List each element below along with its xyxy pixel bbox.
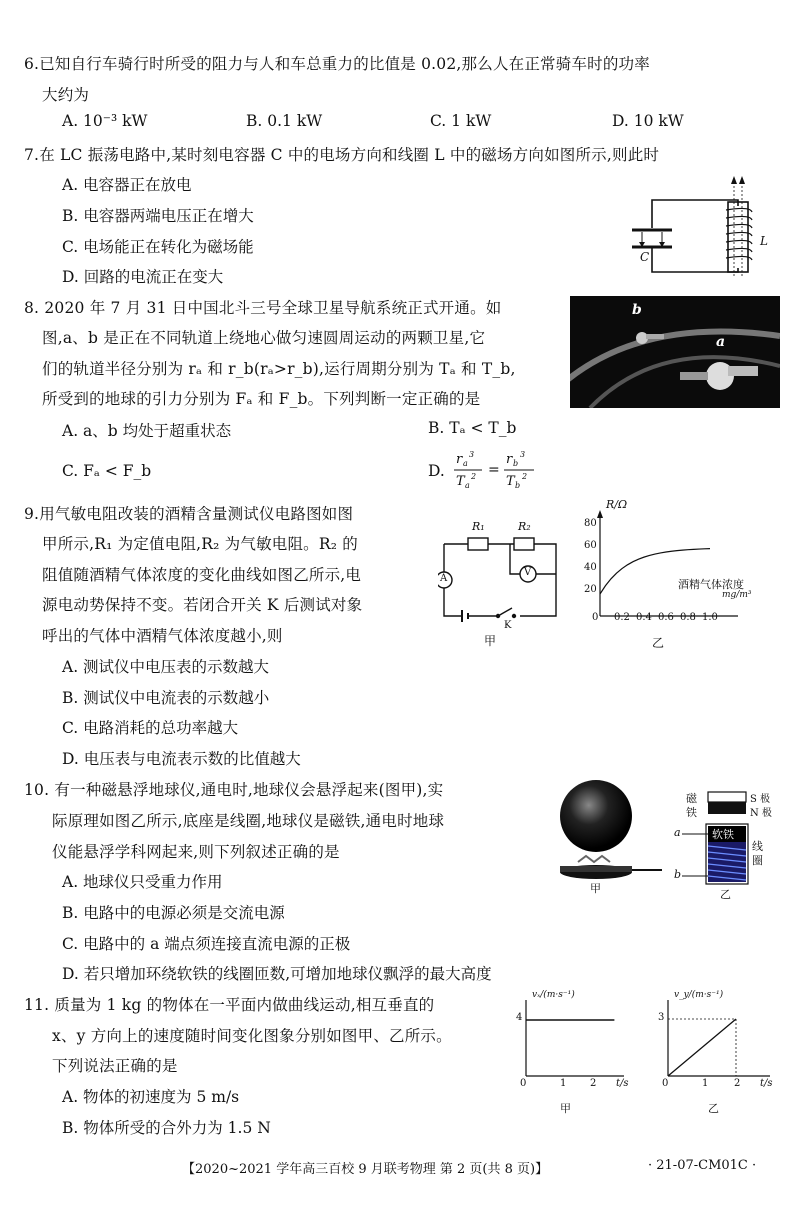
- inductor-label: L: [760, 234, 768, 248]
- q6-option-c: C. 1 kW: [430, 112, 492, 130]
- q6-option-b: B. 0.1 kW: [246, 112, 323, 130]
- vx-ytick-4: 4: [516, 1012, 523, 1023]
- vy-xtick-0: 0: [662, 1078, 669, 1089]
- vy-x-label: t/s: [760, 1078, 773, 1089]
- vy-line: [668, 1019, 736, 1076]
- ytick-60: 60: [584, 540, 597, 551]
- q8-stem-line3: 们的轨道半径分别为 rₐ 和 r_b(rₐ>r_b),运行周期分别为 Tₐ 和 T_b,: [42, 360, 516, 378]
- q8-stem-line4: 所受到的地球的引力分别为 Fₐ 和 F_b。下列判断一定正确的是: [42, 390, 481, 408]
- r2-label: R₂: [518, 520, 531, 533]
- q9-stem-line1: 9.用气敏电阻改装的酒精含量测试仪电路图如图: [24, 505, 354, 523]
- q7-option-b: B. 电容器两端电压正在增大: [62, 207, 254, 225]
- vx-x-label: t/s: [616, 1078, 629, 1089]
- q8-option-d: D.: [428, 462, 445, 480]
- vx-graph-caption: 甲: [560, 1102, 571, 1115]
- vx-xtick-0: 0: [520, 1078, 527, 1089]
- q6-option-a: A. 10⁻³ kW: [62, 112, 148, 130]
- q8-stem-line2: 图,a、b 是正在不同轨道上绕地心做匀速圆周运动的两颗卫星,它: [42, 329, 486, 347]
- globe-caption: 甲: [590, 882, 601, 895]
- q8-option-b: B. Tₐ < T_b: [428, 419, 517, 437]
- svg-text:b: b: [515, 481, 521, 490]
- satellite-orbit-photo: [570, 296, 780, 408]
- lc-circuit-figure: [618, 172, 778, 288]
- q8-option-c: C. Fₐ < F_b: [62, 462, 152, 480]
- vx-time-graph: [512, 990, 632, 1118]
- graph-y-label: R/Ω: [606, 498, 628, 511]
- xtick-0-6: 0.6: [658, 612, 674, 623]
- q6-stem-line2: 大约为: [42, 86, 90, 104]
- q10-stem-line2: 际原理如图乙所示,底座是线圈,地球仪是磁铁,通电时地球: [52, 812, 445, 830]
- q9-stem-line2: 甲所示,R₁ 为定值电阻,R₂ 为气敏电阻。R₂ 的: [42, 535, 358, 553]
- vy-time-graph: [654, 990, 778, 1118]
- terminal-b-label: b: [674, 868, 682, 881]
- vy-graph-caption: 乙: [708, 1102, 719, 1115]
- page-code: · 21-07-CM01C ·: [648, 1158, 757, 1173]
- q10-option-a: A. 地球仪只受重力作用: [62, 873, 223, 891]
- svg-text:a: a: [463, 459, 468, 468]
- alcohol-tester-circuit: [438, 520, 568, 648]
- vy-axis-label: v_y/(m·s⁻¹): [674, 990, 724, 1000]
- q6-option-d: D. 10 kW: [612, 112, 684, 130]
- xtick-0-2: 0.2: [614, 612, 630, 623]
- soft-iron-label: 软铁: [712, 828, 734, 841]
- n-pole-label: N 极: [750, 808, 772, 819]
- svg-text:2: 2: [471, 472, 477, 481]
- resistance-curve-svg: [578, 500, 778, 630]
- q8-option-d-formula: [452, 448, 562, 492]
- q11-option-a: A. 物体的初速度为 5 m/s: [62, 1088, 240, 1106]
- figure-jia-caption: 甲: [484, 634, 497, 648]
- q7-option-d: D. 回路的电流正在变大: [62, 268, 224, 286]
- vy-xtick-1: 1: [702, 1078, 709, 1089]
- r1-label: R₁: [472, 520, 485, 533]
- q11-option-b: B. 物体所受的合外力为 1.5 N: [62, 1119, 271, 1137]
- q8-option-a: A. a、b 均处于超重状态: [62, 422, 232, 440]
- q11-stem-line3: 下列说法正确的是: [52, 1057, 178, 1075]
- figure-yi-caption: 乙: [652, 636, 665, 650]
- switch-k-label: K: [504, 620, 512, 631]
- xtick-0: 0: [592, 612, 599, 623]
- vy-xtick-2: 2: [734, 1078, 741, 1089]
- q11-stem-line2: x、y 方向上的速度随时间变化图象分别如图甲、乙所示。: [52, 1027, 452, 1045]
- svg-text:r: r: [506, 452, 513, 467]
- svg-text:a: a: [465, 481, 470, 490]
- magnet-label-1: 磁: [686, 792, 697, 805]
- q9-option-d: D. 电压表与电流表示数的比值越大: [62, 750, 301, 768]
- svg-text:=: =: [488, 462, 500, 478]
- terminal-a-label: a: [674, 826, 681, 839]
- coil-label-2: 圈: [752, 854, 763, 867]
- ytick-20: 20: [584, 584, 597, 595]
- svg-text:T: T: [456, 474, 465, 489]
- q10-stem-line1: 10. 有一种磁悬浮地球仪,通电时,地球仪会悬浮起来(图甲),实: [24, 781, 444, 799]
- q10-option-d: D. 若只增加环绕软铁的线圈匝数,可增加地球仪飘浮的最大高度: [62, 965, 492, 983]
- vx-graph-svg: [512, 990, 632, 1094]
- q9-stem-line5: 呼出的气体中酒精气体浓度越小,则: [42, 627, 283, 645]
- magnet-label-2: 铁: [686, 806, 697, 819]
- s-pole-label: S 极: [750, 794, 771, 805]
- q10-option-b: B. 电路中的电源必须是交流电源: [62, 904, 285, 922]
- xtick-1-0: 1.0: [702, 612, 718, 623]
- q7-option-c: C. 电场能正在转化为磁场能: [62, 238, 254, 256]
- q10-stem-line3: 仪能悬浮学科网起来,则下列叙述正确的是: [52, 843, 340, 861]
- q6-stem-line1: 6.已知自行车骑行时所受的阻力与人和车总重力的比值是 0.02,那么人在正常骑车时的功率: [24, 55, 650, 73]
- vy-ytick-3: 3: [658, 1012, 665, 1023]
- satellite-a-label: a: [716, 334, 726, 350]
- capacitor-label: C: [640, 250, 650, 264]
- q7-option-a: A. 电容器正在放电: [62, 176, 192, 194]
- svg-text:T: T: [506, 474, 515, 489]
- svg-text:3: 3: [469, 450, 475, 459]
- vx-xtick-1: 1: [560, 1078, 567, 1089]
- ytick-80: 80: [584, 518, 597, 529]
- q10-option-c: C. 电路中的 a 端点须连接直流电源的正极: [62, 935, 351, 953]
- q9-stem-line4: 源电动势保持不变。若闭合开关 K 后测试对象: [42, 596, 363, 614]
- ammeter-label: A: [440, 573, 448, 584]
- y-axis-arrow: [597, 510, 603, 518]
- svg-text:3: 3: [520, 450, 526, 459]
- q9-option-b: B. 测试仪中电流表的示数越小: [62, 689, 270, 707]
- svg-text:2: 2: [522, 472, 528, 481]
- voltmeter-label: V: [524, 567, 532, 578]
- q9-option-c: C. 电路消耗的总功率越大: [62, 719, 239, 737]
- page-footer: 【2020~2021 学年高三百校 9 月联考物理 第 2 页(共 8 页)】: [182, 1162, 549, 1177]
- graph-x-label: 酒精气体浓度: [678, 578, 744, 591]
- xtick-0-4: 0.4: [636, 612, 652, 623]
- coil-label-1: 线: [752, 840, 763, 853]
- resistance-concentration-graph: [578, 500, 778, 660]
- q11-stem-line1: 11. 质量为 1 kg 的物体在一平面内做曲线运动,相互垂直的: [24, 996, 435, 1014]
- q9-stem-line3: 阻值随酒精气体浓度的变化曲线如图乙所示,电: [42, 566, 362, 584]
- vx-axis-label: vₓ/(m·s⁻¹): [532, 990, 575, 1000]
- graph-x-unit: mg/m³: [722, 590, 752, 600]
- svg-text:b: b: [513, 459, 519, 468]
- q9-option-a: A. 测试仪中电压表的示数越大: [62, 658, 270, 676]
- q7-stem: 7.在 LC 振荡电路中,某时刻电容器 C 中的电场方向和线圈 L 中的磁场方向如图所示,则此时: [24, 146, 660, 164]
- vx-xtick-2: 2: [590, 1078, 597, 1089]
- ytick-40: 40: [584, 562, 597, 573]
- levitating-globe-photo: [534, 776, 664, 894]
- svg-text:r: r: [456, 452, 463, 467]
- xtick-0-8: 0.8: [680, 612, 696, 623]
- satellite-b-label: b: [632, 302, 642, 318]
- diagram-caption: 乙: [720, 888, 731, 901]
- maglev-principle-diagram: [672, 790, 782, 902]
- q8-stem-line1: 8. 2020 年 7 月 31 日中国北斗三号全球卫星导航系统正式开通。如: [24, 299, 502, 317]
